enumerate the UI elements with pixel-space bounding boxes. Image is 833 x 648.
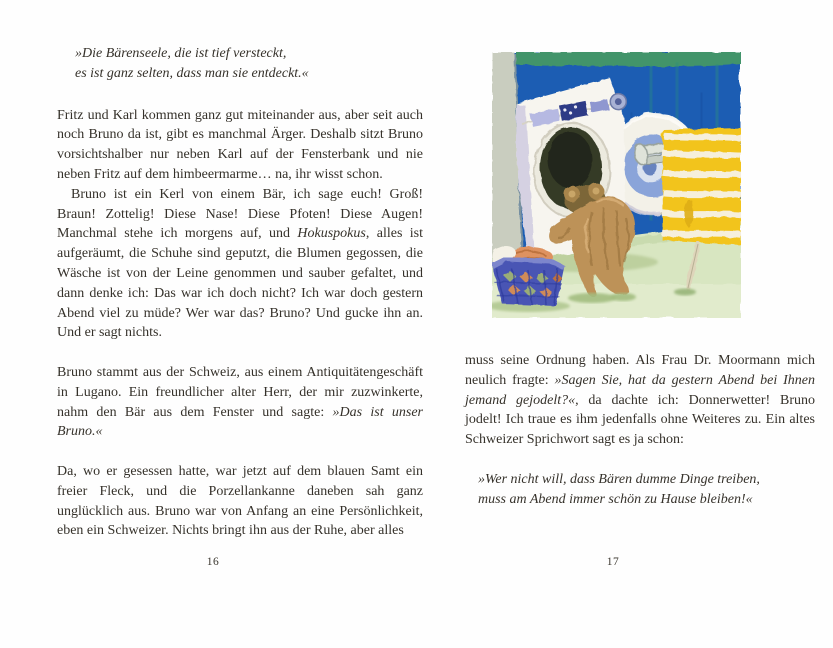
striped-towel: [662, 128, 741, 245]
page-number-left: 16: [206, 556, 220, 568]
epigraph: [75, 44, 423, 84]
left-page-text: [57, 44, 423, 541]
illustration-svg: [492, 52, 741, 318]
paragraph-italic: Hokuspokus: [297, 226, 366, 242]
paragraph: [57, 363, 423, 442]
paragraph-italic: »Sagen Sie, hat da gestern Abend bei Ihnen jemand gejodelt?«: [465, 372, 815, 408]
right-page-text: [465, 351, 815, 510]
paragraph-italic: »Das ist unser Bruno.«: [57, 404, 423, 440]
epigraph-line: »Die Bärenseele, die ist tief versteckt,: [75, 46, 287, 61]
paragraph: [57, 185, 423, 343]
paragraph: [465, 351, 815, 450]
proverb-line: »Wer nicht will, dass Bären dumme Dinge treiben,: [478, 471, 760, 487]
proverb-line: muss am Abend immer schön zu Hause bleiben!«: [478, 491, 753, 507]
paragraph-text: , da dachte ich: Donnerwetter! Bruno jodelt! Ich traue es ihm jedenfalls ohne Weiteres zu. Ein altes Schweizer Sprichwort sagt es ja schon:: [465, 392, 816, 448]
paragraph: [57, 106, 423, 185]
paragraph-text: , alles ist aufgeräumt, die Schuhe sind geputzt, die Blumen gegossen, die Wäsche ist von der Leine genommen und sauber gefaltet, und dann denke ich: Das war ich doch nicht? Ich war doch gestern Abend viel zu müde? Wer war das? Bruno? Und gucke ihn an. Und er sagt nichts.: [57, 226, 423, 341]
bear-washing-machine-illustration: [492, 52, 741, 318]
paragraph-text: Bruno ist ein Kerl von einem Bär, ich sage euch! Groß! Braun! Zottelig! Diese Nase! Diese Pfoten! Diese Augen! Manchmal stehe ich morgens auf, und: [57, 186, 423, 242]
paragraph-text: Fritz und Karl kommen ganz gut miteinander aus, aber seit auch noch Bruno da ist, gibt es manchmal Ärger. Deshalb sitzt Bruno vorsichtshalber nur neben Karl auf der Fensterbank und nie neben Fritz auf dem himbeermarme… na, ihr wisst schon.: [57, 107, 423, 182]
paragraph-text: Da, wo er gesessen hatte, war jetzt auf dem blauen Samt ein freier Fleck, und die Porzellankanne daneben sah ganz unglücklich aus. Bruno war von Anfang an eine Persönlichkeit, eben ein Schweizer. Nichts bringt ihn aus der Ruhe, aber alles: [57, 463, 423, 539]
paragraph: [57, 462, 423, 541]
proverb: [478, 470, 815, 510]
epigraph-line: es ist ganz selten, dass man sie entdeckt.«: [75, 65, 309, 81]
page-number-right: 17: [606, 556, 620, 568]
paragraph-text: Bruno stammt aus der Schweiz, aus einem Antiquitätengeschäft in Lugano. Ein freundlicher alter Herr, der mir zuzwinkerte, nahm den Bär aus dem Fenster und sagte:: [57, 364, 423, 420]
paragraph-text: muss seine Ordnung haben. Als Frau Dr. Moormann mich neulich fragte:: [465, 353, 815, 388]
